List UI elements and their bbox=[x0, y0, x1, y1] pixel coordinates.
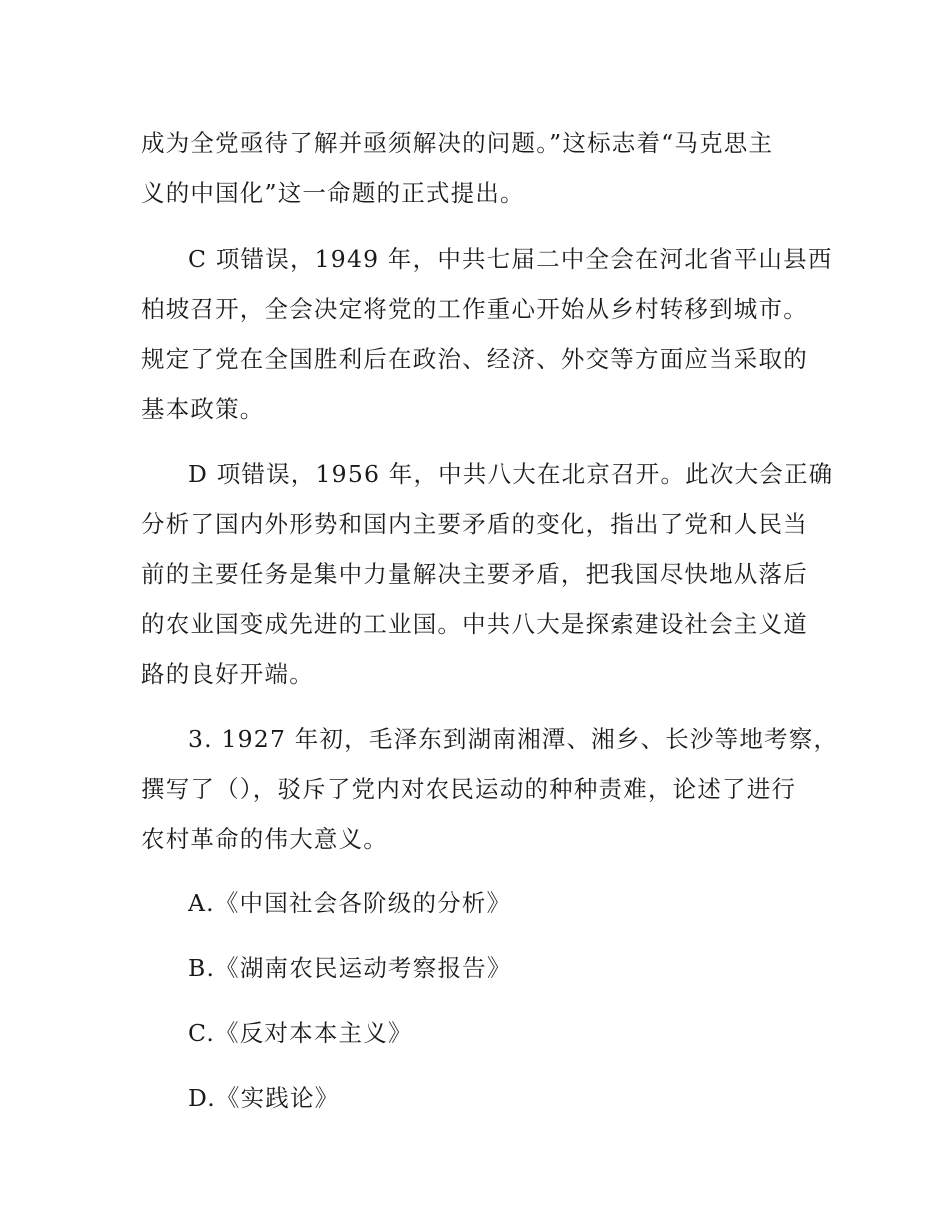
question-line-2: 撰写了（），驳斥了党内对农民运动的种种责难，论述了进行 bbox=[141, 775, 797, 803]
option-a: A.《中国社会各阶级的分析》 bbox=[188, 889, 512, 917]
question-line-1: 3. 1927 年初，毛泽东到湖南湘潭、湘乡、长沙等地考察， bbox=[188, 725, 839, 753]
paragraph-2-line-4: 基本政策。 bbox=[141, 395, 265, 423]
question-line-3: 农村革命的伟大意义。 bbox=[141, 825, 388, 853]
paragraph-3-line-4: 的农业国变成先进的工业国。中共八大是探索建设社会主义道 bbox=[141, 610, 808, 638]
paragraph-1-line-1: 成为全党亟待了解并亟须解决的问题。”这标志着“马克思主 bbox=[141, 129, 774, 157]
paragraph-1-line-2: 义的中国化”这一命题的正式提出。 bbox=[141, 179, 525, 207]
paragraph-2-line-1: C 项错误，1949 年，中共七届二中全会在河北省平山县西 bbox=[188, 245, 833, 273]
option-c: C.《反对本本主义》 bbox=[188, 1019, 413, 1047]
paragraph-3-line-2: 分析了国内外形势和国内主要矛盾的变化，指出了党和人民当 bbox=[141, 510, 808, 538]
paragraph-3-line-1: D 项错误，1956 年，中共八大在北京召开。此次大会正确 bbox=[188, 460, 834, 488]
paragraph-3-line-3: 前的主要任务是集中力量解决主要矛盾，把我国尽快地从落后 bbox=[141, 560, 808, 588]
paragraph-2-line-3: 规定了党在全国胜利后在政治、经济、外交等方面应当采取的 bbox=[141, 345, 808, 373]
option-b: B.《湖南农民运动考察报告》 bbox=[188, 954, 512, 982]
option-d: D.《实践论》 bbox=[188, 1084, 340, 1112]
paragraph-3-line-5: 路的良好开端。 bbox=[141, 660, 314, 688]
paragraph-2-line-2: 柏坡召开，全会决定将党的工作重心开始从乡村转移到城市。 bbox=[141, 295, 808, 323]
